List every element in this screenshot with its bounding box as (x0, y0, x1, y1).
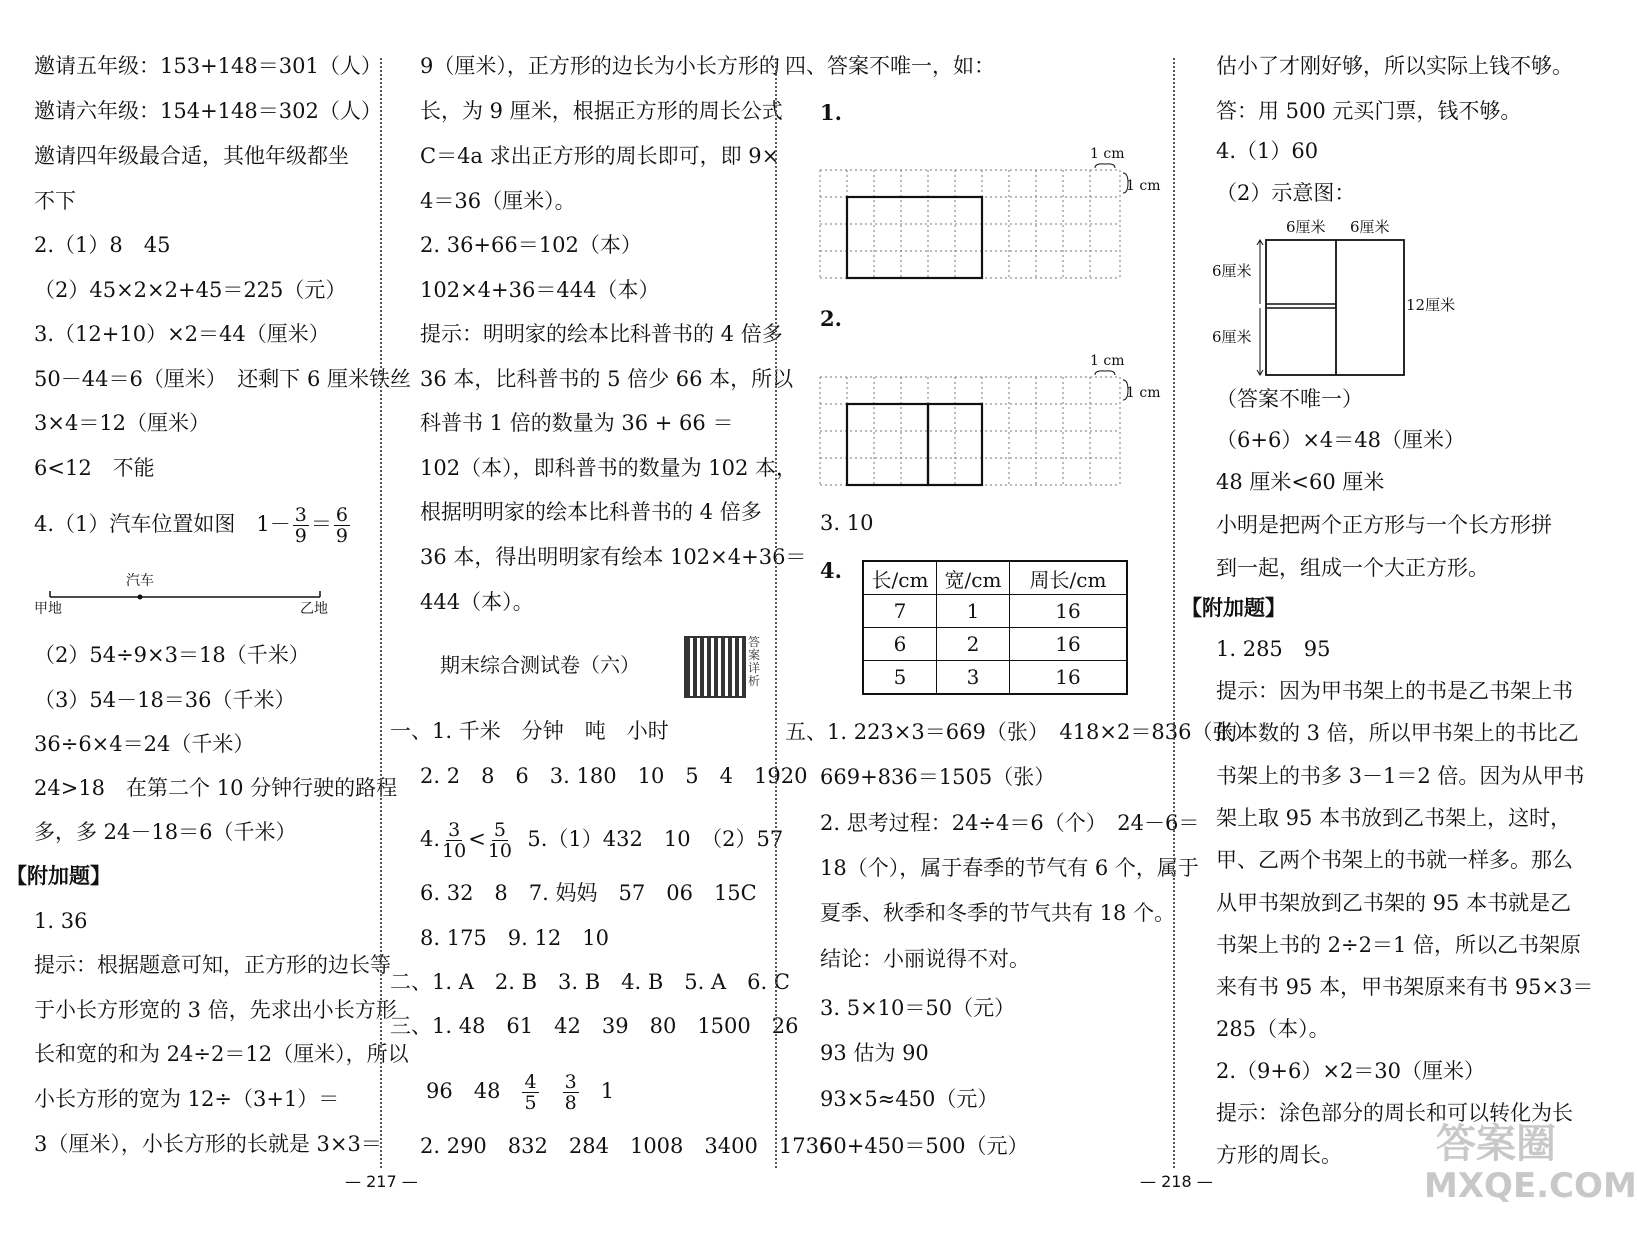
fraction (334, 505, 350, 546)
number-line-diagram (30, 575, 340, 625)
text-line: 3. 10 (820, 511, 874, 535)
text-line: 36 本，比科普书的 5 倍少 66 本，所以 (420, 367, 794, 391)
dimension-label: 6厘米 (1212, 262, 1252, 280)
text-line: 邀请四年级最合适，其他年级都坐 (34, 144, 349, 168)
question-number: 1. (820, 100, 842, 125)
section-heading: 【附加题】 (6, 863, 111, 888)
qr-caption: 答案详析 (748, 635, 761, 688)
table-cell: 5 (863, 661, 937, 695)
text-line: 48 厘米<60 厘米 (1216, 470, 1385, 494)
table-cell: 6 (863, 628, 937, 661)
column-divider (1173, 58, 1175, 1168)
table-cell: 16 (1010, 661, 1128, 695)
text-line: 8. 175 9. 12 10 (420, 926, 609, 950)
text-line: 93 估为 90 (820, 1041, 929, 1065)
table-header: 周长/cm (1010, 561, 1128, 595)
table-header-row (863, 561, 1127, 595)
text-line: 二、1. A 2. B 3. B 4. B 5. A 6. C (390, 970, 790, 994)
text-line: 285（本）。 (1216, 1017, 1330, 1041)
section-heading: 【附加题】 (1181, 595, 1286, 620)
numerator: 3 (564, 1071, 577, 1093)
text-line (34, 505, 352, 546)
text-line: 邀请五年级：153+148＝301（人） (34, 54, 382, 78)
watermark-url: MXQE.COM (1424, 1166, 1637, 1206)
text-line: （6+6）×4＝48（厘米） (1216, 428, 1465, 452)
numerator: 4 (524, 1071, 537, 1093)
page-number-right: — 218 — (1140, 1172, 1213, 1191)
text-line: 18（个），属于春季的节气有 6 个，属于 (820, 856, 1199, 880)
answer-table (862, 560, 1128, 695)
text-line: 2.（9+6）×2＝30（厘米） (1216, 1059, 1486, 1083)
table-cell: 16 (1010, 595, 1128, 628)
text-line: 三、1. 48 61 42 39 80 1500 26 (390, 1014, 799, 1038)
dimension-label: 6厘米 (1286, 218, 1326, 236)
table-cell: 16 (1010, 628, 1128, 661)
fraction (293, 505, 309, 546)
text-line: 3.（12+10）×2＝44（厘米） (34, 322, 330, 346)
text-line: 多，多 24－18＝6（千米） (34, 820, 297, 844)
grid-diagram-2 (815, 372, 1135, 492)
text-line: 提示：根据题意可知，正方形的边长等 (34, 953, 391, 977)
unit-label-top: 1 cm (1090, 146, 1125, 162)
text-line: （3）54－18＝36（千米） (34, 688, 296, 712)
text-line: 不下 (34, 189, 76, 213)
text-line: 提示：因为甲书架上的书是乙书架上书 (1216, 679, 1573, 703)
dimension-label: 12厘米 (1406, 296, 1456, 314)
text-line: 方形的周长。 (1216, 1143, 1342, 1167)
text-line: 1. 285 95 (1216, 637, 1331, 661)
unit-label-top: 1 cm (1090, 353, 1125, 369)
text-line: 五、1. 223×3＝669（张） 418×2＝836（张） (785, 720, 1255, 744)
watermark-logo: 答案圈 (1436, 1121, 1556, 1167)
table-header: 长/cm (863, 561, 937, 595)
text-line: 根据明明家的绘本比科普书的 4 倍多 (420, 500, 762, 524)
text-line: 从甲书架放到乙书架的 95 本书就是乙 (1216, 891, 1572, 915)
denominator: 10 (487, 840, 513, 862)
car-label: 汽车 (126, 573, 154, 589)
text-line: 于小长方形宽的 3 倍，先求出小长方形 (34, 998, 397, 1022)
fraction (522, 1072, 538, 1113)
square-diagram (1250, 232, 1410, 382)
text-line: 4.（1）60 (1216, 139, 1319, 163)
text-line: 2. 思考过程：24÷4＝6（个） 24－6＝ (820, 811, 1200, 835)
denominator: 5 (524, 1092, 537, 1114)
text-line: 6. 32 8 7. 妈妈 57 06 15C (420, 881, 757, 905)
table-header: 宽/cm (937, 561, 1010, 595)
text-line: 3（厘米），小长方形的长就是 3×3＝ (34, 1132, 382, 1156)
denominator: 8 (564, 1092, 577, 1114)
text-line: 四、答案不唯一，如： (785, 54, 995, 78)
text-fragment: < (468, 827, 486, 851)
text-line: 2. 36+66＝102（本） (420, 233, 642, 257)
table-cell: 2 (937, 628, 1010, 661)
text-fragment: 96 48 (426, 1079, 501, 1103)
text-line: 小长方形的宽为 12÷（3+1）＝ (34, 1087, 340, 1111)
text-line: 到一起，组成一个大正方形。 (1216, 556, 1489, 580)
text-line: 669+836＝1505（张） (820, 765, 1056, 789)
text-fragment: 4.（1）汽车位置如图 1－ (34, 512, 291, 536)
text-line: 3×4＝12（厘米） (34, 411, 211, 435)
text-line: 架上取 95 本书放到乙书架上，这时， (1216, 806, 1572, 830)
text-line: 444（本）。 (420, 590, 534, 614)
text-line: 50+450＝500（元） (820, 1134, 1029, 1158)
text-line: 24>18 在第二个 10 分钟行驶的路程 (34, 776, 398, 800)
text-line: 36 本，得出明明家有绘本 102×4+36＝ (420, 545, 807, 569)
table-row (863, 628, 1127, 661)
question-number: 2. (820, 306, 842, 331)
exam-title: 期末综合测试卷（六） (440, 653, 640, 677)
text-fragment: ＝ (310, 512, 332, 536)
question-number: 4. (820, 558, 842, 583)
denominator: 10 (442, 840, 467, 862)
text-line: 提示：明明家的绘本比科普书的 4 倍多 (420, 322, 783, 346)
table-row (863, 661, 1127, 695)
denominator: 9 (335, 525, 348, 547)
fraction (488, 820, 512, 861)
column-divider (380, 58, 382, 1168)
text-line: 2.（1）8 45 (34, 233, 171, 257)
denominator: 9 (294, 525, 307, 547)
text-line: 估小了才刚好够，所以实际上钱不够。 (1216, 54, 1573, 78)
text-fragment: 1 (600, 1079, 615, 1103)
text-line: 甲、乙两个书架上的书就一样多。那么 (1216, 848, 1573, 872)
text-line: 长，为 9 厘米，根据正方形的周长公式 (420, 99, 783, 123)
text-line (426, 1072, 614, 1113)
text-line (420, 820, 783, 861)
text-line: 2. 2 8 6 3. 180 10 5 4 1920 (420, 764, 808, 788)
text-line: 长和宽的和为 24÷2＝12（厘米），所以 (34, 1042, 409, 1066)
text-line: 一、1. 千米 分钟 吨 小时 (390, 719, 669, 743)
text-line: 50－44＝6（厘米） 还剩下 6 厘米铁丝 (34, 367, 412, 391)
page-number-left: — 217 — (345, 1172, 418, 1191)
unit-label-side: 1 cm (1126, 385, 1161, 401)
dimension-label: 6厘米 (1350, 218, 1390, 236)
text-line: 来有书 95 本，甲书架原来有书 95×3＝ (1216, 975, 1594, 999)
text-line: 1. 36 (34, 909, 88, 933)
end-label: 乙地 (300, 601, 328, 617)
table-cell: 3 (937, 661, 1010, 695)
text-line: 提示：涂色部分的周长和可以转化为长 (1216, 1101, 1573, 1125)
text-line: （2）示意图： (1216, 181, 1356, 205)
text-line: 邀请六年级：154+148＝302（人） (34, 99, 382, 123)
text-line: 夏季、秋季和冬季的节气共有 18 个。 (820, 901, 1176, 925)
text-line: C＝4a 求出正方形的周长即可，即 9× (420, 144, 780, 168)
text-line: 9（厘米），正方形的边长为小长方形的 (420, 54, 780, 78)
grid-diagram-1 (815, 165, 1135, 285)
text-line: 结论：小丽说得不对。 (820, 947, 1030, 971)
text-line: 6<12 不能 (34, 456, 155, 480)
text-line: （答案不唯一） (1216, 387, 1363, 411)
text-line: （2）54÷9×3＝18（千米） (34, 643, 310, 667)
text-line: 4＝36（厘米）。 (420, 189, 576, 213)
text-line: 3. 5×10＝50（元） (820, 996, 1016, 1020)
column-divider (775, 58, 777, 1168)
start-label: 甲地 (34, 601, 62, 617)
fraction (442, 820, 466, 861)
fraction (563, 1072, 579, 1113)
unit-label-side: 1 cm (1126, 178, 1161, 194)
numerator: 3 (294, 504, 307, 526)
text-line: 2. 290 832 284 1008 3400 1736 (420, 1134, 833, 1158)
text-line: 小明是把两个正方形与一个长方形拼 (1216, 513, 1552, 537)
table-cell: 7 (863, 595, 937, 628)
table-row (863, 595, 1127, 628)
text-fragment: 5.（1）432 10 （2）57 (527, 827, 784, 851)
numerator: 5 (493, 819, 506, 841)
table-cell: 1 (937, 595, 1010, 628)
text-line: 答：用 500 元买门票，钱不够。 (1216, 99, 1522, 123)
text-line: 科普书 1 倍的数量为 36 + 66 ＝ (420, 411, 734, 435)
numerator: 6 (335, 504, 348, 526)
text-line: （2）45×2×2+45＝225（元） (34, 278, 347, 302)
text-line: 102×4+36＝444（本） (420, 278, 660, 302)
text-line: 的本数的 3 倍，所以甲书架上的书比乙 (1216, 721, 1579, 745)
qr-code[interactable] (684, 636, 746, 698)
numerator: 3 (448, 819, 461, 841)
text-line: 36÷6×4＝24（千米） (34, 732, 255, 756)
text-line: 102（本），即科普书的数量为 102 本， (420, 456, 798, 480)
text-line: 93×5≈450（元） (820, 1087, 999, 1111)
text-fragment: 4. (420, 827, 441, 851)
text-line: 书架上书的 2÷2＝1 倍，所以乙书架原 (1216, 933, 1582, 957)
dimension-label: 6厘米 (1212, 328, 1252, 346)
text-line: 书架上的书多 3－1＝2 倍。因为从甲书 (1216, 764, 1585, 788)
